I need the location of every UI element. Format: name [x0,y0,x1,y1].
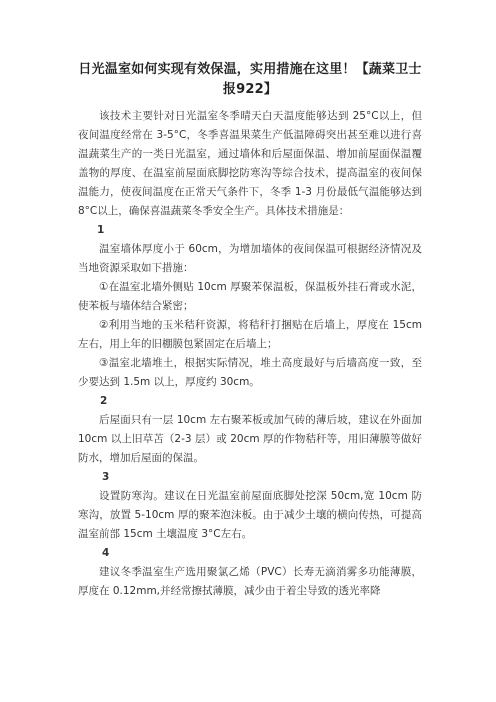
section-paragraph: 建议冬季温室生产选用聚氯乙烯（PVC）长寿无滴消雾多功能薄膜，厚度在 0.12mm,并经常擦拭薄膜，减少由于着尘导致的透光率降 [78,566,422,597]
section-3 [78,468,422,544]
section-paragraph: ①在温室北墙外侧贴 10cm 厚聚苯保温板，保温板外挂石膏或水泥，使苯板与墙体结合紧密； [78,281,422,312]
section-1 [78,221,422,392]
section-4 [78,544,422,601]
section-number: 2 [100,395,108,407]
section-number: 1 [97,224,105,236]
section-paragraph: 后屋面只有一层 10cm 左右聚苯板或加气砖的薄后坡，建议在外面加 10cm 以上旧草苫（2-3 层）或 20cm 厚的作物秸秆等，用旧薄膜等做好防水，增加后屋面的保温。 [78,414,422,464]
section-2 [78,392,422,468]
section-paragraph: ③温室北墙堆土，根据实际情况，堆土高度最好与后墙高度一致，至少要达到 1.5m 以上，厚度约 30cm。 [78,357,422,388]
section-paragraph: 设置防寒沟。建议在日光温室前屋面底脚处挖深 50cm,宽 10cm 防寒沟，放置 5-10cm 厚的聚苯泡沫板。由于减少土壤的横向传热，可提高温室前部 15cm 土壤温度 3°C左右。 [78,490,422,540]
article-title: 日光温室如何实现有效保温，实用措施在这里！【蔬菜卫士报922】 [78,62,422,97]
section-paragraph: 温室墙体厚度小于 60cm，为增加墙体的夜间保温可根据经济情况及当地资源采取如下措施： [78,243,422,274]
section-number: 4 [102,547,110,559]
section-number: 3 [102,471,110,483]
intro-paragraph: 该技术主要针对日光温室冬季晴天白天温度能够达到 25°C以上，但夜间温度经常在 3-5°C，冬季喜温果菜生产低温障碍突出甚至难以进行喜温蔬菜生产的一类日光温室，通过墙体和后屋面保温、增加前屋面保温覆盖物的厚度、在温室前屋面底脚挖防寒沟等综合技术，提高温室的夜间保温能力，使夜间温度在正常天气条件下，冬季 1-3 月份最低气温能够达到 8°C以上，确保喜温蔬菜冬季安全生产。具体技术措施是： [78,110,422,217]
section-paragraph: ②利用当地的玉米秸秆资源，将秸秆打捆贴在后墙上，厚度在 15cm 左右，用上年的旧棚膜包紧固定在后墙上； [78,319,422,350]
